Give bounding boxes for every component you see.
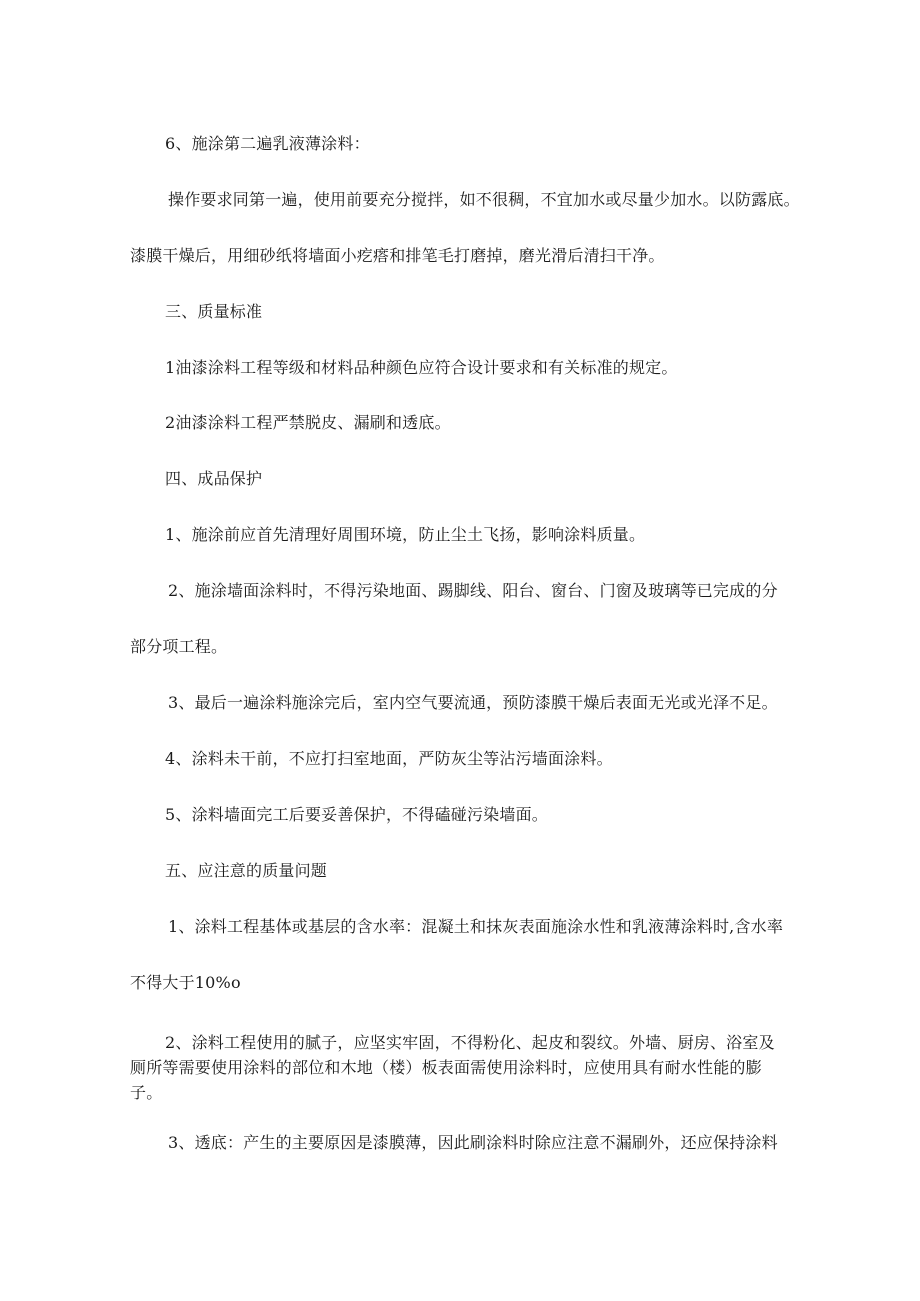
section-heading-quality-standard: 三、质量标准 bbox=[165, 302, 263, 321]
paragraph-line: 2油漆涂料工程严禁脱皮、漏刷和透底。 bbox=[165, 413, 451, 432]
paragraph-line: 2、施涂墙面涂料时，不得污染地面、踢脚线、阳台、窗台、门窗及玻璃等已完成的分 bbox=[168, 581, 778, 600]
section-heading-quality-issues: 五、应注意的质量问题 bbox=[165, 861, 328, 880]
paragraph-line: 3、透底：产生的主要原因是漆膜薄，因此刷涂料时除应注意不漏刷外，还应保持涂料 bbox=[168, 1133, 778, 1152]
paragraph-line: 1、涂料工程基体或基层的含水率：混凝土和抹灰表面施涂水性和乳液薄涂料时,含水率 bbox=[168, 917, 784, 936]
subheading-step6: 6、施涂第二遍乳液薄涂料： bbox=[165, 134, 370, 153]
paragraph-line: 部分项工程。 bbox=[130, 637, 228, 656]
paragraph-line: 3、最后一遍涂料施涂完后，室内空气要流通，预防漆膜干燥后表面无光或光泽不足。 bbox=[168, 693, 778, 712]
paragraph-line: 2、涂料工程使用的腻子，应坚实牢固，不得粉化、起皮和裂纹。外墙、厨房、浴室及 bbox=[165, 1033, 775, 1052]
section-heading-product-protection: 四、成品保护 bbox=[165, 469, 263, 488]
paragraph-line: 5、涂料墙面完工后要妥善保护，不得磕碰污染墙面。 bbox=[165, 805, 548, 824]
paragraph-line: 1油漆涂料工程等级和材料品种颜色应符合设计要求和有关标准的规定。 bbox=[165, 358, 678, 377]
paragraph-line: 厕所等需要使用涂料的部位和木地（楼）板表面需使用涂料时，应使用具有耐水性能的膨 bbox=[130, 1058, 762, 1077]
paragraph-line: 1、施涂前应首先清理好周围环境，防止尘土飞扬，影响涂料质量。 bbox=[165, 525, 646, 544]
paragraph-line: 操作要求同第一遍，使用前要充分搅拌，如不很稠，不宜加水或尽量少加水。以防露底。 bbox=[168, 190, 800, 209]
paragraph-line: 子。 bbox=[130, 1083, 163, 1102]
paragraph-line: 4、涂料未干前，不应打扫室地面，严防灰尘等沾污墙面涂料。 bbox=[165, 749, 613, 768]
paragraph-line: 漆膜干燥后，用细砂纸将墙面小疙瘩和排笔毛打磨掉，磨光滑后清扫干净。 bbox=[130, 246, 665, 265]
paragraph-line: 不得大于10%o bbox=[130, 973, 241, 992]
